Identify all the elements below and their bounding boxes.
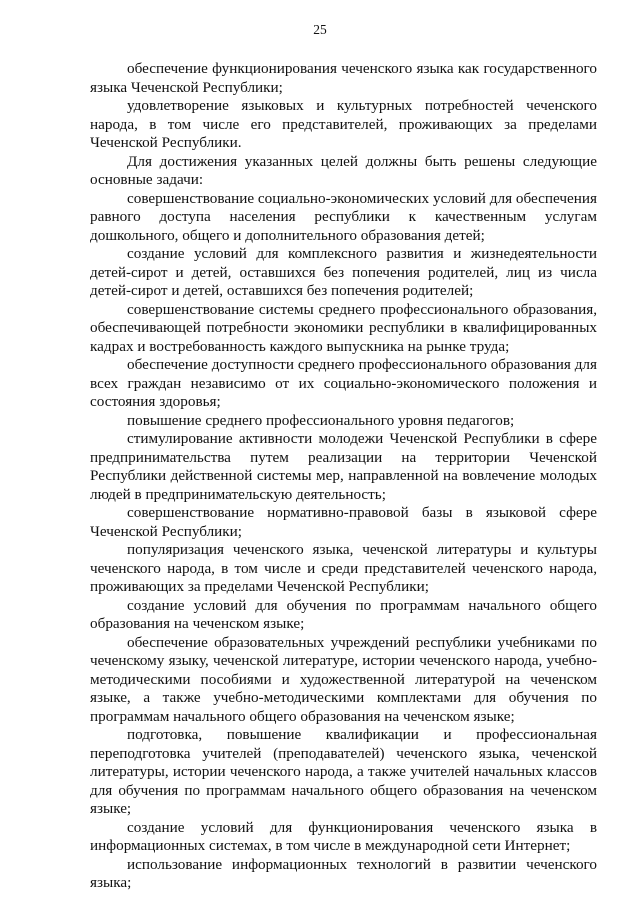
- paragraph-13: обеспечение образовательных учреждений республики учебниками по чеченскому языку, чеченской литературе, истории чеченского народа, учебно-методическими пособиями и художественной литературой на чеченском языке, а также учебно-методическими комплектами для обучения по программам начального общего образования на чеченском языке;: [90, 633, 597, 725]
- paragraph-6: совершенствование системы среднего профессионального образования, обеспечивающей потребности экономики республики в квалифицированных кадрах и востребованность каждого выпускника на рынке труда;: [90, 300, 597, 355]
- paragraph-3: Для достижения указанных целей должны быть решены следующие основные задачи:: [90, 152, 597, 188]
- paragraph-8: повышение среднего профессионального уровня педагогов;: [127, 411, 515, 429]
- paragraph-5: создание условий для комплексного развития и жизнедеятельности детей-сирот и детей, оставшихся без попечения родителей, лиц из числа детей-сирот и детей, оставшихся без попечения родителей;: [90, 245, 597, 299]
- paragraph-4: совершенствование социально-экономических условий для обеспечения равного доступа населения республики к качественным услугам дошкольного, общего и дополнительного образования детей;: [90, 189, 597, 244]
- paragraph-2: удовлетворение языковых и культурных потребностей чеченского народа, в том числе его представителей, проживающих за пределами Чеченской Республики.: [90, 97, 597, 151]
- paragraph-10: совершенствование нормативно-правовой базы в языковой сфере Чеченской Республики;: [90, 504, 597, 540]
- paragraph-1: обеспечение функционирования чеченского языка как государственного языка Чеченской Республики;: [90, 60, 597, 96]
- paragraph-7: обеспечение доступности среднего профессионального образования для всех граждан независимо от их социально-экономического положения и состояния здоровья;: [90, 356, 597, 410]
- paragraph-11: популяризация чеченского языка, чеченской литературы и культуры чеченского народа, в том числе и среди представителей чеченского народа, проживающих за пределами Чеченской Республики;: [90, 541, 597, 595]
- paragraph-14: подготовка, повышение квалификации и профессиональная переподготовка учителей (преподавателей) чеченского языка, чеченской литературы, истории чеченского народа, а также учителей начальных классов для обучения по программам начального общего образования на чеченском языке;: [90, 726, 597, 817]
- paragraph-9: стимулирование активности молодежи Чеченской Республики в сфере предпринимательства путем реализации на территории Чеченской Республики действенной системы мер, направленной на вовлечение молодых людей в предпринимательскую деятельность;: [90, 430, 597, 503]
- paragraph-15: создание условий для функционирования чеченского языка в информационных системах, в том числе в международной сети Интернет;: [90, 818, 597, 854]
- paragraph-16: использование информационных технологий в развитии чеченского языка;: [90, 855, 597, 891]
- page-number: 25: [313, 22, 327, 37]
- document-body: [90, 60, 597, 893]
- paragraph-12: создание условий для обучения по программам начального общего образования на чеченском языке;: [90, 596, 597, 632]
